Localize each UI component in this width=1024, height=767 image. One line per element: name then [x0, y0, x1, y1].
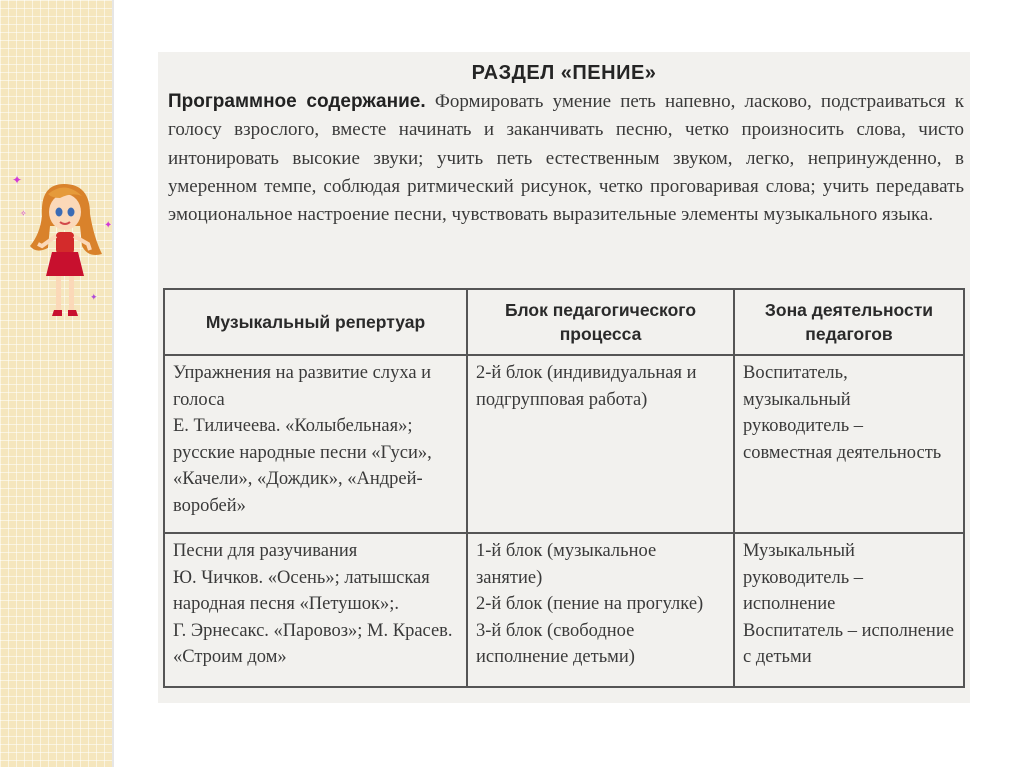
header-repertoire: Музыкальный репертуар	[164, 289, 467, 355]
decorative-side-strip	[0, 0, 114, 767]
scanned-page	[158, 52, 970, 703]
cell-line: 2-й блок (пение на прогулке)	[476, 594, 704, 614]
svg-text:✦: ✦	[12, 173, 23, 187]
block-cell	[467, 533, 734, 687]
table-header-row	[164, 289, 964, 355]
header-block: Блок педагогического процесса	[467, 289, 734, 355]
program-content-text: Формировать умение петь напевно, ласково, подстраиваться к голосу взрослого, вместе начинать и заканчивать песню, четко произносить слова, чисто интонировать высокие звуки; учить петь естественным звуком, легко, непринужденно, в умеренном темпе, соблюдая ритмический рисунок, четко проговаривая слова; учить передавать эмоциональное настроение песни, чувствовать выразительные элементы музыкального языка.	[168, 91, 965, 226]
cell-line: Музыкальный руководитель – исполнение	[743, 541, 864, 614]
repertoire-cell	[164, 533, 467, 687]
cell-line: Е. Тиличеева. «Колыбельная»;	[173, 416, 413, 436]
table-row	[164, 355, 964, 533]
cell-line: Воспитатель, музыкальный руководитель – совместная деятельность	[743, 363, 942, 463]
program-content-label: Программное содержание.	[168, 91, 426, 112]
svg-text:✧: ✧	[20, 209, 27, 218]
svg-text:✦: ✦	[90, 293, 98, 303]
cell-line: 2-й блок (индивидуальная и подгрупповая работа)	[476, 363, 697, 410]
repertoire-cell	[164, 355, 467, 533]
zone-cell	[734, 355, 964, 533]
cell-line: русские народные песни «Гуси»,	[173, 442, 432, 463]
cell-line: Ю. Чичков. «Осень»; латышская народная песня «Петушок»;.	[173, 567, 430, 614]
table-row	[164, 533, 964, 687]
svg-text:✦: ✦	[104, 220, 113, 231]
cell-line: «Качели», «Дождик», «Андрей-воробей»	[173, 469, 423, 516]
section-title: РАЗДЕЛ «ПЕНИЕ»	[471, 62, 657, 84]
repertoire-table	[163, 288, 965, 688]
cell-line: Песни для разучивания	[173, 541, 358, 561]
cell-line: Упражнения на развитие слуха и голоса	[173, 363, 432, 410]
cell-line: Воспитатель – исполнение с детьми	[743, 620, 954, 667]
program-content-paragraph	[168, 88, 964, 229]
cell-line: 3-й блок (свободное исполнение детьми)	[476, 620, 635, 667]
zone-cell	[734, 533, 964, 687]
cell-line: Г. Эрнесакс. «Паровоз»; М. Красев. «Строим дом»	[173, 620, 453, 667]
cartoon-girl-image	[12, 173, 120, 336]
block-cell	[467, 355, 734, 533]
header-zone: Зона деятельности педагогов	[734, 289, 964, 355]
cell-line: 1-й блок (музыкальное занятие)	[476, 541, 657, 588]
